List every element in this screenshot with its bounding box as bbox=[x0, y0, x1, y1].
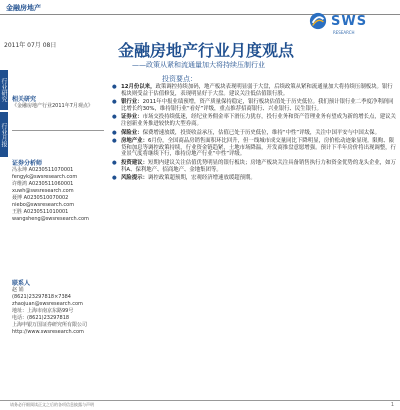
analyst-email[interactable]: wangsheng@swsresearch.com bbox=[12, 216, 89, 222]
logo-text: SWS bbox=[331, 14, 368, 29]
analyst-line: 王胜 A0230511010001 bbox=[12, 209, 69, 215]
key-point-lead: 保险业： bbox=[121, 129, 143, 136]
bullet-icon: ● bbox=[112, 99, 117, 106]
contact-label: 联系人 bbox=[12, 280, 31, 287]
key-point bbox=[112, 160, 396, 173]
key-point bbox=[112, 138, 396, 158]
key-points-list bbox=[112, 84, 396, 184]
logo-mark-icon bbox=[309, 12, 327, 30]
key-point-text: 保费增速放缓，投资收益承压，估值已处于历史低位，维持“中性”评级，关注中国平安与中国太保。 bbox=[142, 129, 380, 136]
contact-line: (8621)23297818×7384 bbox=[12, 294, 71, 300]
key-points-header: 投资要点： bbox=[162, 75, 197, 83]
side-tab-industry: 行业研究 bbox=[0, 70, 8, 110]
bullet-icon: ● bbox=[112, 175, 117, 182]
bullet-icon: ● bbox=[112, 138, 117, 145]
key-point bbox=[112, 114, 396, 127]
left-divider bbox=[12, 130, 104, 131]
key-point bbox=[112, 175, 396, 182]
bullet-icon: ● bbox=[112, 129, 117, 136]
analyst-email[interactable]: xuwh@swsresearch.com bbox=[12, 188, 74, 194]
analyst-block bbox=[12, 160, 107, 223]
key-point-lead: 12月份以来， bbox=[121, 84, 156, 90]
footer-rule bbox=[0, 400, 400, 401]
related-research bbox=[12, 96, 107, 110]
contact-line: 电话：(8621)23297818 bbox=[12, 315, 70, 321]
key-point-text: 调控政策超预期，宏观经济增速放缓超预期。 bbox=[147, 175, 256, 182]
report-title: 金融房地产行业月度观点 bbox=[118, 41, 295, 60]
key-point-text: 2011年中报业绩预增，资产质量保持稳定，银行板块估值处于历史低位。我们预计银行业二季度净利润同比增长约30%，维持银行业“看好”评级，重点推荐招商银行、兴业银行、民生银行。 bbox=[121, 99, 394, 112]
key-point-text: 市场交投持续低迷，经纪业务佣金率下滑压力犹存，投行业务和资产管理业务有望成为新的增长点，建议关注创新业务推进较快的大型券商。 bbox=[121, 114, 396, 127]
report-date: 2011年 07月 08日 bbox=[4, 42, 57, 49]
key-point-lead: 风险提示： bbox=[121, 175, 148, 182]
side-tab-monthly: 行业月报 bbox=[0, 112, 8, 157]
key-point bbox=[112, 84, 396, 97]
footer-disclaimer: 请务必仔细阅读正文之后的各项信息披露与声明 bbox=[10, 402, 94, 407]
contact-line: 上海申银万国证券研究所有限公司 bbox=[12, 322, 88, 328]
related-research-text: 《金融房地产行业2011年7月观点》 bbox=[12, 103, 93, 109]
report-subtitle: ——政策从紧和流通量加大将持续压制行业 bbox=[132, 61, 265, 69]
contact-block bbox=[12, 280, 107, 336]
key-point-lead: 证券业： bbox=[121, 114, 143, 121]
contact-line: 地址：上海市南京东路99号 bbox=[12, 308, 74, 314]
analyst-label: 证券分析师 bbox=[12, 160, 43, 167]
logo-subtext: RESEARCH bbox=[333, 30, 355, 35]
sws-logo bbox=[307, 10, 397, 44]
header-category: 金融房地产 bbox=[6, 4, 41, 12]
contact-line: 赵 娟 bbox=[12, 287, 24, 293]
key-point-text: 6月份，全国商品房销售面积环比回升，但一线城市成交量同比下降明显，房价松动迹象显现。限购、限贷和加息等调控政策持续，行业资金链趋紧，土地市场降温，开发商推盘意愿增强。预计下半年房价将出现调整，行业景气度将继续下行，维持房地产行业“中性”评级。 bbox=[121, 138, 396, 158]
bullet-icon: ● bbox=[112, 84, 117, 90]
key-point-lead: 投资建议： bbox=[121, 159, 148, 166]
analyst-email[interactable]: fengyk@swsresearch.com bbox=[12, 174, 78, 180]
key-point bbox=[112, 130, 396, 137]
key-point-text: 短期内建议关注估值优势明显的银行板块；房地产板块关注具备销售执行力和资金优势的龙头企业，如万科A、保利地产、招商地产、金地集团等。 bbox=[121, 159, 396, 173]
key-point bbox=[112, 99, 396, 112]
key-point-lead: 银行业： bbox=[121, 99, 143, 106]
analyst-email[interactable]: niebo@swsresearch.com bbox=[12, 202, 75, 208]
analyst-line: 冯永坤 A0230511070001 bbox=[12, 167, 74, 173]
bullet-icon: ● bbox=[112, 114, 117, 121]
bullet-icon: ● bbox=[112, 159, 117, 166]
key-point-text: 政策调控持续加码，地产板块表现明显弱于大盘，后续政策从紧和流通量加大将持续压制板块。银行板块则受益于估值修复，表现明显好于大盘。建议关注低估值银行股。 bbox=[121, 84, 393, 97]
analyst-line: 聂博 A0230510070002 bbox=[12, 195, 69, 201]
page-number: 1 bbox=[390, 402, 394, 408]
key-point-lead: 房地产业： bbox=[121, 138, 148, 145]
related-research-label: 相关研究 bbox=[12, 96, 37, 103]
analyst-line: 许维鸿 A0230511060001 bbox=[12, 181, 74, 187]
website-link[interactable]: http://www.swsresearch.com bbox=[12, 329, 84, 335]
contact-email[interactable]: zhaojuan@swsresearch.com bbox=[12, 301, 83, 307]
